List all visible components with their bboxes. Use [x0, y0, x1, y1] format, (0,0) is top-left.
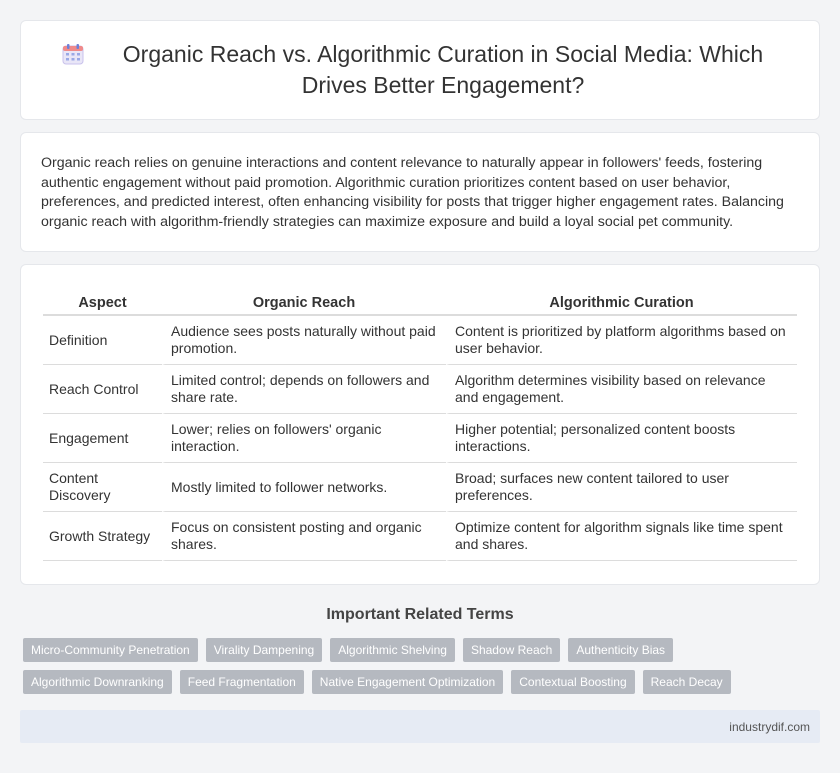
cell-algorithmic: Broad; surfaces new content tailored to user preferences. [446, 463, 797, 512]
cell-organic: Focus on consistent posting and organic shares. [162, 512, 446, 561]
related-term-tag[interactable]: Algorithmic Downranking [23, 670, 172, 694]
related-term-tag[interactable]: Shadow Reach [463, 638, 560, 662]
cell-aspect: Reach Control [43, 365, 162, 414]
cell-aspect: Definition [43, 316, 162, 365]
comparison-table [43, 289, 797, 561]
comparison-card [20, 264, 820, 585]
cell-aspect: Content Discovery [43, 463, 162, 512]
cell-algorithmic: Algorithm determines visibility based on relevance and engagement. [446, 365, 797, 414]
cell-algorithmic: Higher potential; personalized content boosts interactions. [446, 414, 797, 463]
related-terms-title: Important Related Terms [326, 606, 514, 623]
cell-aspect: Growth Strategy [43, 512, 162, 561]
title-wrap [61, 39, 779, 101]
cell-organic: Audience sees posts naturally without paid promotion. [162, 316, 446, 365]
page-title: Organic Reach vs. Algorithmic Curation in Social Media: Which Drives Better Engagement? [122, 41, 764, 98]
header-algorithmic-curation: Algorithmic Curation [446, 289, 797, 316]
related-term-tag[interactable]: Micro-Community Penetration [23, 638, 198, 662]
cell-algorithmic: Optimize content for algorithm signals like time spent and shares. [446, 512, 797, 561]
table-row [43, 365, 797, 414]
intro-card [20, 132, 820, 252]
related-term-tag[interactable]: Virality Dampening [206, 638, 323, 662]
footer-site-link[interactable]: industrydif.com [729, 719, 810, 734]
related-term-tag[interactable]: Algorithmic Shelving [330, 638, 455, 662]
title-card [20, 20, 820, 120]
footer [20, 710, 820, 743]
table-row [43, 414, 797, 463]
cell-organic: Lower; relies on followers' organic interaction. [162, 414, 446, 463]
table-row [43, 316, 797, 365]
related-term-tag[interactable]: Reach Decay [643, 670, 731, 694]
table-header-row [43, 289, 797, 316]
related-term-tag[interactable]: Feed Fragmentation [180, 670, 304, 694]
header-aspect: Aspect [43, 289, 162, 316]
cell-algorithmic: Content is prioritized by platform algorithms based on user behavior. [446, 316, 797, 365]
table-row [43, 463, 797, 512]
related-term-tag[interactable]: Native Engagement Optimization [312, 670, 503, 694]
calendar-icon [61, 42, 85, 66]
intro-paragraph: Organic reach relies on genuine interactions and content relevance to naturally appear in followers' feeds, fostering authentic engagement without paid promotion. Algorithmic curation prioritizes content based on user behavior, preferences, and predicted interest, often enhancing visibility for posts that trigger higher engagement rates. Balancing organic reach with algorithm-friendly strategies can maximize exposure and build a loyal social pet community. [41, 155, 784, 230]
related-term-tag[interactable]: Contextual Boosting [511, 670, 634, 694]
cell-organic: Limited control; depends on followers and share rate. [162, 365, 446, 414]
header-organic-reach: Organic Reach [162, 289, 446, 316]
related-terms-list [20, 638, 820, 694]
table-row [43, 512, 797, 561]
cell-aspect: Engagement [43, 414, 162, 463]
related-term-tag[interactable]: Authenticity Bias [568, 638, 673, 662]
cell-organic: Mostly limited to follower networks. [162, 463, 446, 512]
